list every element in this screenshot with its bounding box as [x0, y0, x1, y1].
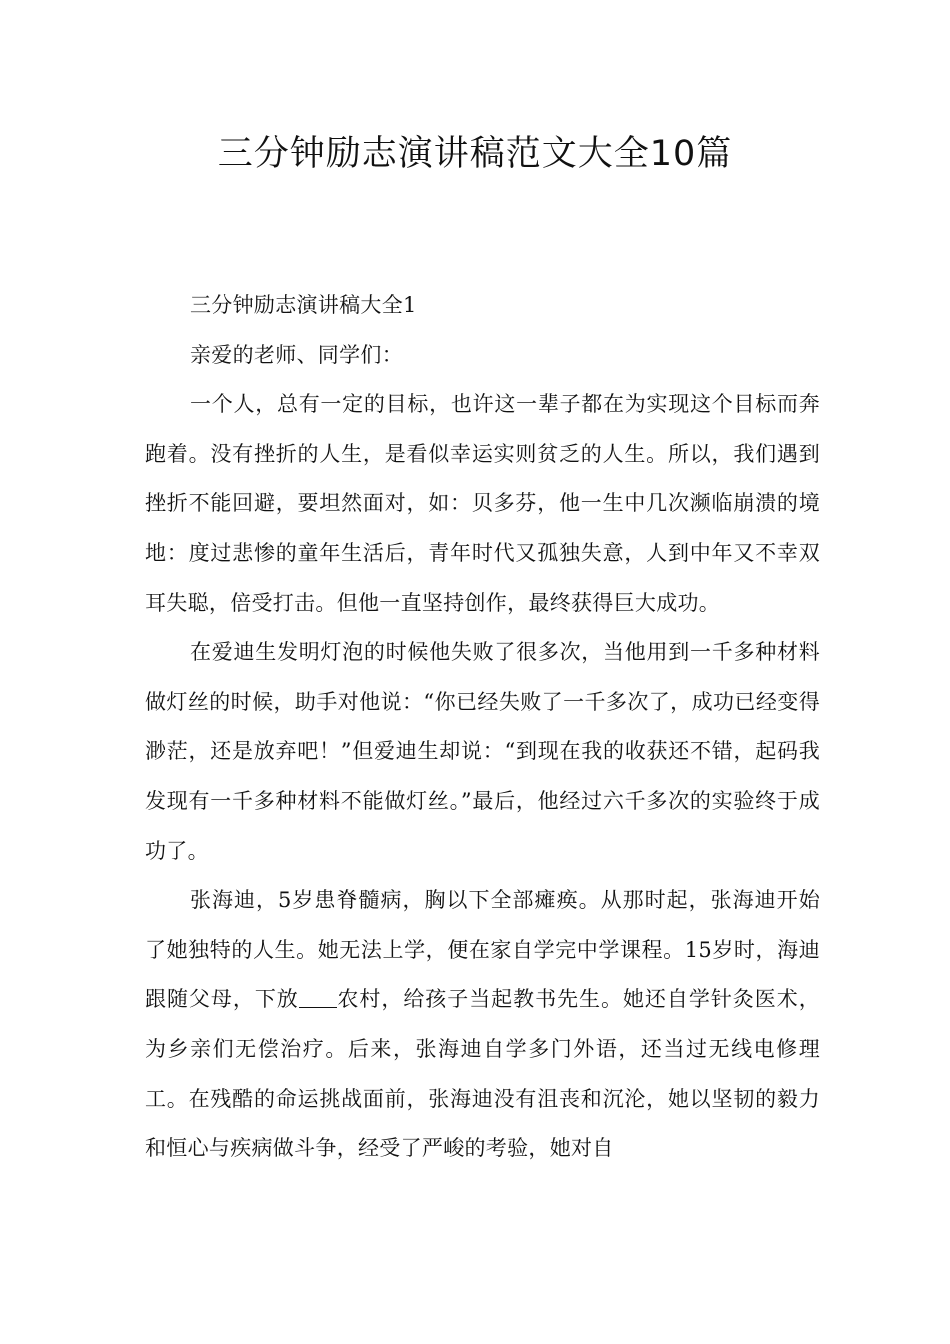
document-title: 三分钟励志演讲稿范文大全10篇	[217, 134, 733, 174]
document-body	[145, 281, 820, 1174]
section-heading: 三分钟励志演讲稿大全1	[190, 293, 417, 317]
paragraph: 一个人，总有一定的目标，也许这一辈子都在为实现这个目标而奔跑着。没有挫折的人生，是看似幸运实则贫乏的人生。所以，我们遇到挫折不能回避，要坦然面对，如：贝多芬，他一生中几次濒临崩溃的境地：度过悲惨的童年生活后，青年时代又孤独失意，人到中年又不幸双耳失聪，倍受打击。但他一直坚持创作，最终获得巨大成功。	[145, 392, 820, 615]
paragraph: 在爱迪生发明灯泡的时候他失败了很多次，当他用到一千多种材料做灯丝的时候，助手对他说：“你已经失败了一千多次了，成功已经变得渺茫，还是放弃吧！”但爱迪生却说：“到现在我的收获还不错，起码我发现有一千多种材料不能做灯丝。”最后，他经过六千多次的实验终于成功了。	[145, 640, 820, 863]
paragraph-text: 农村，给孩子当起教书先生。她还自学针灸医术，为乡亲们无偿治疗。后来，张海迪自学多门外语，还当过无线电修理工。在残酷的命运挑战面前，张海迪没有沮丧和沉沦，她以坚韧的毅力和恒心与疾病做斗争，经受了严峻的考验，她对自	[145, 987, 820, 1161]
greeting: 亲爱的老师、同学们：	[190, 342, 403, 367]
fill-in-blank	[299, 986, 337, 1008]
paragraph	[145, 876, 820, 1174]
paragraph-text: 张海迪，5岁患脊髓病，胸以下全部瘫痪。从那时起，张海迪开始了她独特的人生。她无法上学，便在家自学完中学课程。15岁时，海迪跟随父母，下放	[145, 888, 820, 1012]
